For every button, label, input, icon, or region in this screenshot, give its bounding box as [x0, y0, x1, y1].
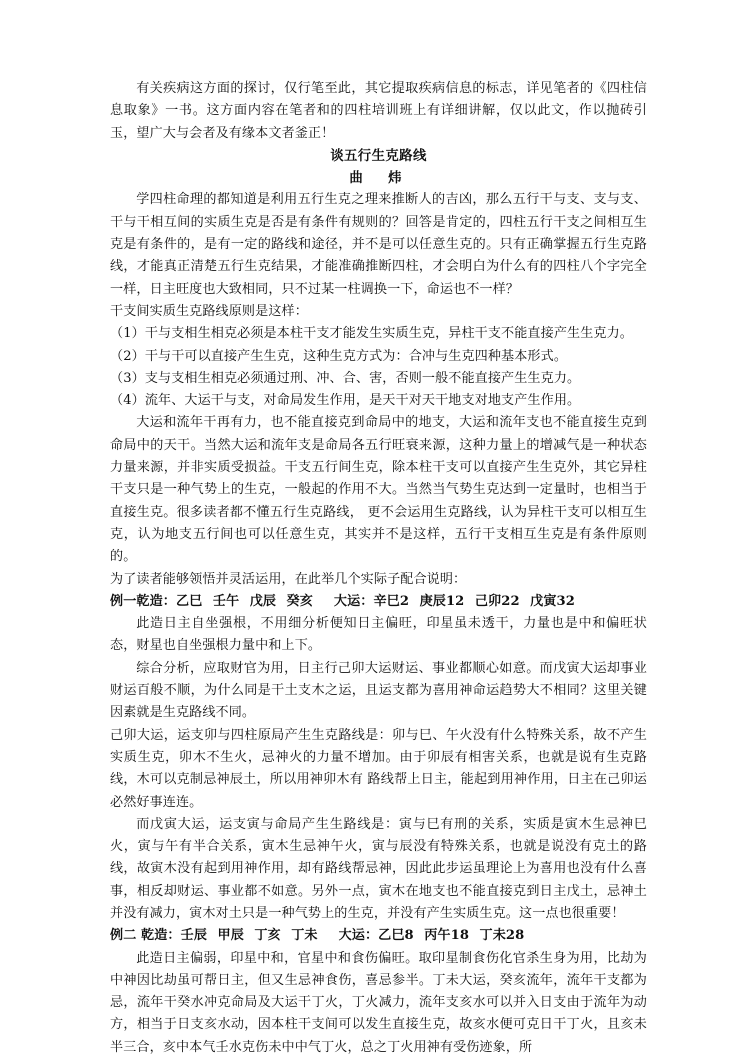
principle-lead: 干支间实质生克路线原则是这样：	[110, 303, 308, 319]
example-2-luck-label: 大运：	[338, 928, 379, 944]
example-2-analysis-1: 此造日主偏弱，印星中和，官星中和食伤偏旺。取印星制食伤化官杀生身为用，比劫为中神因比劫虽可帮日主，但又生忌神食伤，喜忌参半。丁未大运，癸亥流年，流年干支都为 忌，流年干癸水冲克命局及大运干丁火，丁火减力，流年支亥水可以并入日支由于流年为动方，相当于日支亥水动，因本柱干支间可以发生直接生克，故亥水便可克日干丁火，且亥未半三合，亥中本气壬水克伤未中中气丁火，总之丁火用神有受伤迹象，所	[110, 950, 647, 1055]
document-body	[110, 78, 647, 1059]
example-1-analysis-1: 此造日主自坐强根，不用细分析便知日主偏旺，印星虽未透干，力量也是中和偏旺状态，财星也自坐强根力量中和上下。	[110, 616, 647, 654]
example-2-pillar-1: 壬辰	[180, 928, 208, 944]
discussion-paragraph: 大运和流年干再有力，也不能直接克到命局中的地支，大运和流年支也不能直接生克到命局中的天干。当然大运和流年支是命局各五行旺衰来源，这种力量上的增减气是一种状态力量来源，并非实质受损益。干支五行间生克，除本柱干支可以直接产生生克外，其它异柱干支只是一种气势上的生克，一般起的作用不大。当然当气势生克达到一定量时，也相当于直接生克。很多读者都不懂五行生克路线， 更不会运用生克路线，认为异柱干支可以相互生克，认为地支五行间也可以任意生克，其实并不是这样，五行干支相互生克是有条件原则的。	[110, 415, 647, 565]
author-byline: 曲 炜	[349, 170, 408, 187]
example-1-pillar-3: 戊辰	[249, 593, 277, 609]
rule-item-3: （3）支与支相生相克必须通过刑、冲、合、害，否则一般不能直接产生生克力。	[110, 370, 581, 386]
rule-item-4: （4）流年、大运干与支，对命局发生作用，是天干对天干地支对地支产生作用。	[110, 393, 581, 409]
intro-paragraph: 有关疾病这方面的探讨，仅行笔至此，其它提取疾病信息的标志，详见笔者的《四柱信息取象》一书。这方面内容在笔者和的四柱培训班上有详细讲解，仅以此文，作以抛砖引玉，望广大与会者及有缘本文者釜正！	[110, 81, 647, 141]
example-2-luck-1: 乙巳8	[378, 928, 414, 944]
page-title: 谈五行生克路线	[330, 147, 427, 164]
example-1-pillar-4: 癸亥	[286, 593, 313, 609]
example-1-label: 例一乾造：	[110, 593, 176, 609]
example-1-analysis-3: 己卯大运，运支卯与四柱原局产生生克路线是：卯与巳、午火没有什么特殊关系，故不产生实质生克，卯木不生火，忌神火的力量不增加。由于卯辰有相害关系，也就是说有生克路线，木可以克制忌神辰土，所以用神卯木有 路线帮上日主，能起到用神作用，日主在己卯运必然好事连连。	[110, 727, 647, 810]
example-2-header	[110, 925, 647, 947]
example-1-luck-label: 大运：	[333, 593, 374, 609]
example-1-analysis-2: 综合分析，应取财官为用，日主行己卯大运财运、事业都顺心如意。而戊寅大运却事业财运百般不顺，为什么同是干土支木之运，且运支都为喜用神命运趋势大不相同？这里关键因素就是生克路线不同。	[110, 660, 647, 721]
example-1-pillar-2: 壬午	[212, 593, 240, 609]
example-2-pillar-4: 丁未	[291, 928, 318, 944]
example-2-label: 例二 乾造：	[110, 928, 181, 944]
example-1-luck-3: 己卯22	[474, 593, 520, 609]
example-2-pillar-2: 甲辰	[217, 928, 244, 944]
example-1-luck-4: 戊寅32	[530, 593, 575, 609]
example-1-analysis-4: 而戊寅大运，运支寅与命局产生生路线是：寅与巳有刑的关系，实质是寅木生忌神巳火，寅与午有半合关系，寅木生忌神午火，寅与辰没有特殊关系，也就是说没有克土的路线，故寅木没有起到用神作用，却有路线帮忌神，因此此步运虽理论上为喜用也没有什么喜事，相反却财运、事业都不如意。另外一点，寅木在地支也不能直接克到日主戊土，忌神土并没有减力，寅木对土只是一种气势上的生克，并没有产生实质生克。这一点也很重要！	[110, 816, 647, 921]
examples-lead: 为了读者能够领悟并灵活运用，在此举几个实际子配合说明：	[110, 571, 467, 587]
rule-item-2: （2）干与干可以直接产生生克，这种生克方式为：合冲与生克四种基本形式。	[110, 348, 568, 364]
example-2-luck-3: 丁未28	[479, 928, 525, 944]
example-2-pillar-3: 丁亥	[254, 928, 281, 944]
example-2-luck-2: 丙午18	[424, 928, 470, 944]
example-1-header	[110, 591, 647, 613]
opening-paragraph: 学四柱命理的都知道是利用五行生克之理来推断人的吉凶，那么五行干与支、支与支、干与干相互间的实质生克是否是有条件有规则的？回答是肯定的，四柱五行干支之间相互生克是有条件的，是有一定的路线和途径，并不是可以任意生克的。只有正确掌握五行生克路线，才能真正清楚五行生克结果，才能准确推断四柱，才会明白为什么有的四柱八个字完全一样，日主旺度也大致相同，只不过某一柱调换一下，命运也不一样？	[110, 192, 647, 297]
example-1-luck-1: 辛巳2	[373, 593, 410, 609]
rule-item-1: （1）干与支相生相克必须是本柱干支才能发生实质生克，异柱干支不能直接产生生克力。	[110, 326, 633, 342]
example-1-pillar-1: 乙巳	[175, 593, 203, 609]
example-1-luck-2: 庚辰12	[419, 593, 465, 609]
